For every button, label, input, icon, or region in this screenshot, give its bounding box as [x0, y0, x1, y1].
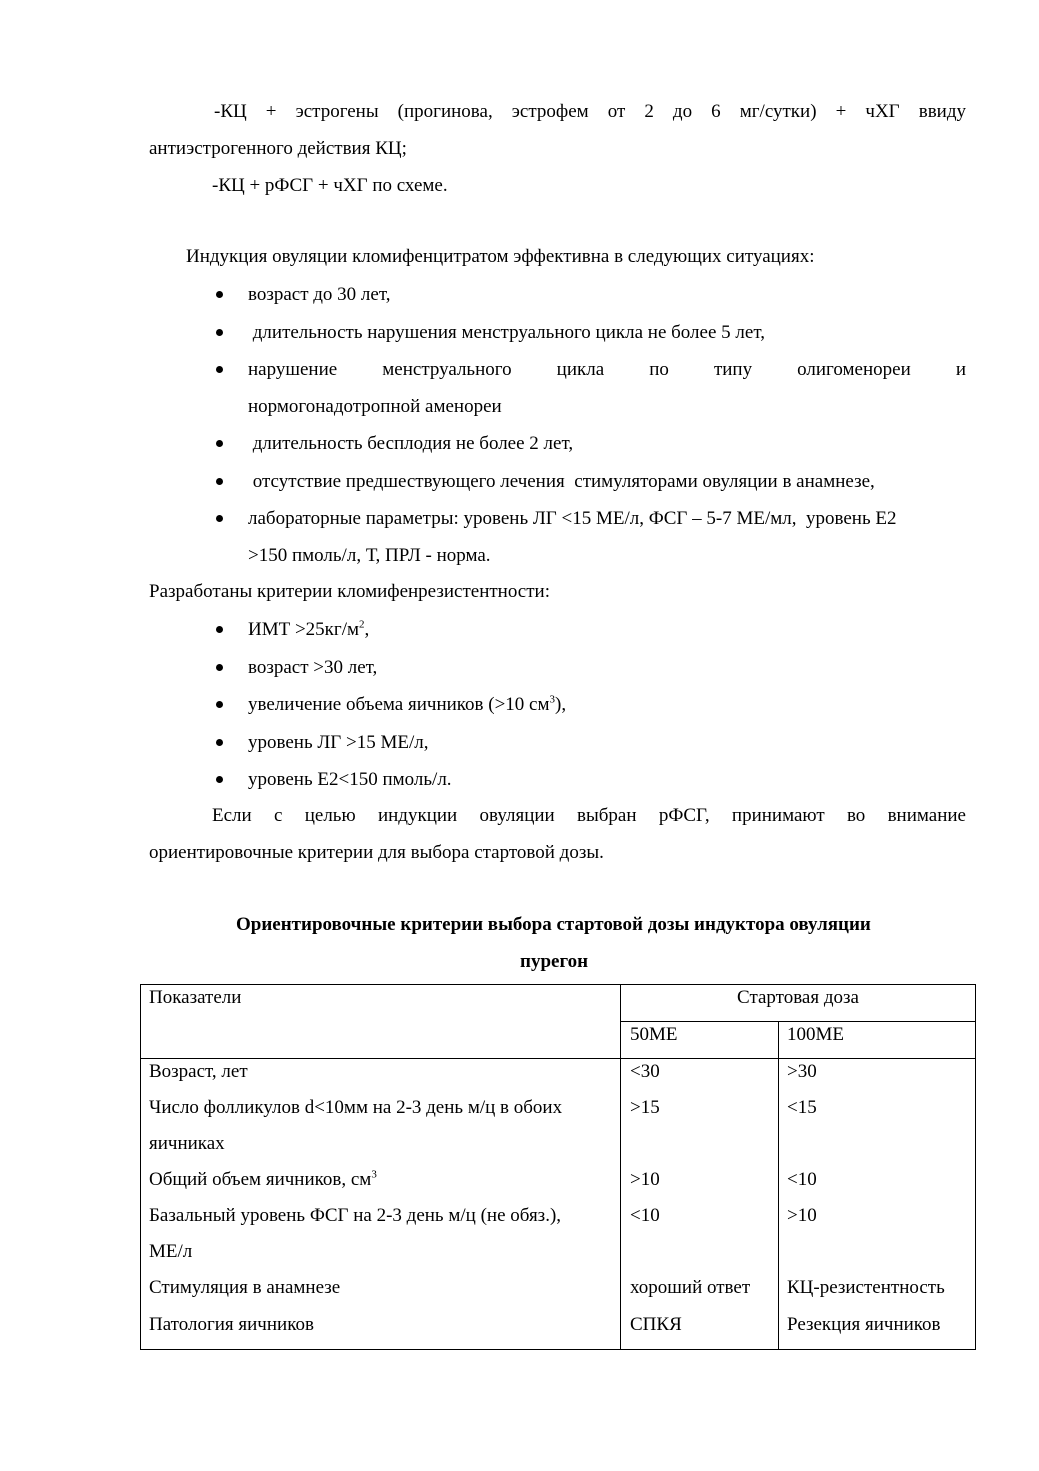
table-cell-100: <15	[787, 1097, 817, 1118]
bullet-icon	[216, 440, 223, 447]
list-item-text: увеличение объема яичников (>10 $см^3$),	[248, 693, 567, 715]
list-item-text: возраст >30 лет,	[248, 657, 378, 678]
list-item-text: нарушение менструального цикла по типу олигоменореи и	[248, 359, 966, 380]
table-divider-header	[140, 1058, 976, 1059]
table-cell-label: Стимуляция в анамнезе	[149, 1277, 341, 1298]
table-cell-50: СПКЯ	[630, 1314, 682, 1335]
table-divider-dose	[620, 1021, 976, 1022]
table-cell-50: <30	[630, 1061, 660, 1082]
list-item-text: возраст до 30 лет,	[248, 284, 391, 305]
list-item-text: ИМТ $>25кг/м^2$,	[248, 618, 370, 640]
bullet-icon	[216, 515, 223, 522]
list-item-text: длительность нарушения менструального цикла не более 5 лет,	[248, 322, 765, 343]
list-item-text-continued: нормогонадотропной аменореи	[248, 396, 502, 417]
table-header-50me: 50МЕ	[630, 1024, 678, 1045]
table-col-divider-1	[620, 984, 621, 1350]
table-cell-label-continued: МЕ/л	[149, 1241, 193, 1262]
table-header-100me: 100МЕ	[787, 1024, 844, 1045]
table-cell-100: КЦ-резистентность	[787, 1277, 945, 1298]
paragraph-rfsg-line1: Если с целью индукции овуляции выбран рФСГ, принимают во внимание	[212, 805, 966, 826]
paragraph-kc-rfsg: -КЦ + рФСГ + чХГ по схеме.	[212, 175, 448, 196]
start-dose-table	[140, 984, 976, 1350]
table-border-right	[975, 984, 976, 1350]
bullet-icon	[216, 776, 223, 783]
table-cell-label: Возраст, лет	[149, 1061, 248, 1082]
paragraph-rfsg-line2: ориентировочные критерии для выбора стартовой дозы.	[149, 842, 604, 863]
table-border-top	[140, 984, 976, 985]
table-cell-50: <10	[630, 1205, 660, 1226]
paragraph-kc-estrogens-line2: антиэстрогенного действия КЦ;	[149, 138, 407, 159]
bullet-icon	[216, 739, 223, 746]
list-item-text-continued: >150 пмоль/л, Т, ПРЛ - норма.	[248, 545, 491, 566]
table-cell-label: Общий объем яичников, $см^3$	[149, 1168, 377, 1190]
bullet-icon	[216, 701, 223, 708]
table-border-bottom	[140, 1349, 976, 1350]
table-col-divider-2	[778, 1021, 779, 1350]
table-header-indicators: Показатели	[149, 987, 242, 1008]
bullet-icon	[216, 478, 223, 485]
table-cell-label: Число фолликулов d<10мм на 2-3 день м/ц в обоих	[149, 1097, 563, 1118]
list-item-text: лабораторные параметры: уровень ЛГ <15 МЕ/л, ФСГ – 5-7 МЕ/мл, уровень Е2	[248, 508, 897, 529]
table-cell-100: >10	[787, 1205, 817, 1226]
paragraph-kc-estrogens-line1: -КЦ + эстрогены (прогинова, эстрофем от 2 до 6 мг/сутки) + чХГ ввиду	[214, 101, 966, 122]
table-cell-100: <10	[787, 1169, 817, 1190]
table-cell-label: Базальный уровень ФСГ на 2-3 день м/ц (не обяз.),	[149, 1205, 562, 1226]
bullet-icon	[216, 291, 223, 298]
table-cell-50: хороший ответ	[630, 1277, 751, 1298]
table-cell-100: Резекция яичников	[787, 1314, 941, 1335]
bullet-icon	[216, 366, 223, 373]
list-item-text: отсутствие предшествующего лечения стимуляторами овуляции в анамнезе,	[248, 471, 875, 492]
induction-intro: Индукция овуляции кломифенцитратом эффективна в следующих ситуациях:	[186, 246, 815, 267]
table-cell-label: Патология яичников	[149, 1314, 314, 1335]
list-item-text: уровень ЛГ >15 МЕ/л,	[248, 732, 429, 753]
table-cell-label-continued: яичниках	[149, 1133, 225, 1154]
bullet-icon	[216, 664, 223, 671]
table-header-start-dose: Стартовая доза	[737, 987, 859, 1008]
table-border-left	[140, 984, 141, 1350]
list-item-text: уровень Е2<150 пмоль/л.	[248, 769, 452, 790]
table-cell-50: >15	[630, 1097, 660, 1118]
bullet-icon	[216, 329, 223, 336]
table-title-line2: пурегон	[520, 951, 589, 972]
table-cell-100: >30	[787, 1061, 817, 1082]
bullet-icon	[216, 626, 223, 633]
table-title-line1: Ориентировочные критерии выбора стартовой дозы индуктора овуляции	[236, 914, 871, 935]
table-cell-50: >10	[630, 1169, 660, 1190]
list-item-text: длительность бесплодия не более 2 лет,	[248, 433, 574, 454]
resistance-intro: Разработаны критерии кломифенрезистентности:	[149, 581, 550, 602]
